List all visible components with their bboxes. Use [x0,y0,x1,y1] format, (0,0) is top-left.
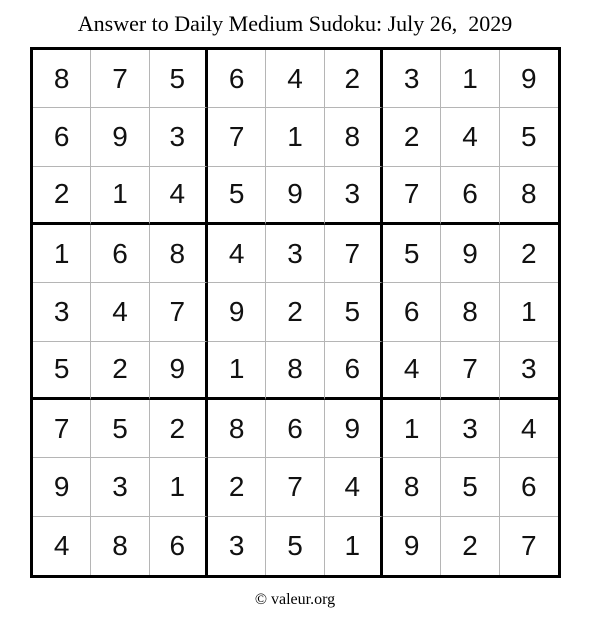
sudoku-cell-r2-c7: 2 [383,108,441,166]
sudoku-cell-r7-c3: 2 [150,400,208,458]
sudoku-cell-r4-c1: 1 [33,225,91,283]
sudoku-cell-r7-c5: 6 [266,400,324,458]
sudoku-cell-r6-c8: 7 [441,342,499,400]
sudoku-cell-r5-c8: 8 [441,283,499,341]
sudoku-cell-r9-c8: 2 [441,517,499,575]
sudoku-cell-r7-c1: 7 [33,400,91,458]
sudoku-cell-r2-c8: 4 [441,108,499,166]
sudoku-cell-r8-c5: 7 [266,458,324,516]
sudoku-cell-r8-c1: 9 [33,458,91,516]
sudoku-cell-r1-c7: 3 [383,50,441,108]
sudoku-cell-r3-c7: 7 [383,167,441,225]
sudoku-cell-r9-c3: 6 [150,517,208,575]
sudoku-cell-r7-c7: 1 [383,400,441,458]
sudoku-cell-r1-c5: 4 [266,50,324,108]
sudoku-cell-r3-c1: 2 [33,167,91,225]
sudoku-cell-r4-c5: 3 [266,225,324,283]
sudoku-cell-r9-c2: 8 [91,517,149,575]
sudoku-cell-r5-c1: 3 [33,283,91,341]
sudoku-cell-r8-c6: 4 [325,458,383,516]
sudoku-cell-r4-c8: 9 [441,225,499,283]
sudoku-cell-r5-c5: 2 [266,283,324,341]
sudoku-cell-r2-c4: 7 [208,108,266,166]
sudoku-cell-r6-c7: 4 [383,342,441,400]
sudoku-cell-r3-c2: 1 [91,167,149,225]
sudoku-cell-r9-c1: 4 [33,517,91,575]
sudoku-cell-r8-c3: 1 [150,458,208,516]
sudoku-cell-r7-c2: 5 [91,400,149,458]
sudoku-cell-r5-c4: 9 [208,283,266,341]
sudoku-cell-r7-c8: 3 [441,400,499,458]
sudoku-cell-r9-c4: 3 [208,517,266,575]
sudoku-cell-r2-c6: 8 [325,108,383,166]
sudoku-cell-r1-c8: 1 [441,50,499,108]
sudoku-cell-r4-c2: 6 [91,225,149,283]
sudoku-cell-r9-c6: 1 [325,517,383,575]
sudoku-cell-r2-c9: 5 [500,108,558,166]
sudoku-cell-r5-c6: 5 [325,283,383,341]
sudoku-cell-r2-c3: 3 [150,108,208,166]
sudoku-cell-r8-c2: 3 [91,458,149,516]
sudoku-cell-r1-c4: 6 [208,50,266,108]
sudoku-cell-r8-c4: 2 [208,458,266,516]
sudoku-cell-r3-c4: 5 [208,167,266,225]
sudoku-cell-r6-c6: 6 [325,342,383,400]
page-title: Answer to Daily Medium Sudoku: July 26, 2029 [77,11,513,36]
sudoku-cell-r8-c9: 6 [500,458,558,516]
sudoku-cell-r6-c5: 8 [266,342,324,400]
sudoku-cell-r9-c5: 5 [266,517,324,575]
sudoku-cell-r3-c3: 4 [150,167,208,225]
sudoku-cell-r3-c9: 8 [500,167,558,225]
sudoku-cell-r6-c3: 9 [150,342,208,400]
sudoku-cell-r1-c2: 7 [91,50,149,108]
sudoku-cell-r6-c9: 3 [500,342,558,400]
sudoku-cell-r4-c6: 7 [325,225,383,283]
sudoku-cell-r9-c9: 7 [521,529,537,561]
sudoku-cell-r7-c4: 8 [208,400,266,458]
sudoku-cell-r6-c1: 5 [33,342,91,400]
sudoku-cell-r8-c7: 8 [383,458,441,516]
copyright-footer: © valeur.org [254,591,336,608]
sudoku-cell-r1-c1: 8 [33,50,91,108]
sudoku-cell-r9-c7: 9 [383,517,441,575]
sudoku-cell-r4-c3: 8 [150,225,208,283]
sudoku-cell-r1-c6: 2 [325,50,383,108]
sudoku-cell-r6-c4: 1 [208,342,266,400]
sudoku-cell-r8-c8: 5 [441,458,499,516]
sudoku-cell-r5-c3: 7 [150,283,208,341]
sudoku-cell-r1-c3: 5 [150,50,208,108]
sudoku-cell-r5-c7: 6 [383,283,441,341]
sudoku-cell-r2-c2: 9 [91,108,149,166]
sudoku-cell-r6-c2: 2 [91,342,149,400]
sudoku-cell-r4-c4: 4 [208,225,266,283]
sudoku-cell-r5-c9: 1 [500,283,558,341]
sudoku-cell-r4-c7: 5 [383,225,441,283]
sudoku-cell-r3-c6: 3 [325,167,383,225]
sudoku-cell-r3-c5: 9 [266,167,324,225]
sudoku-cell-r2-c5: 1 [266,108,324,166]
sudoku-cell-r1-c9: 9 [500,50,558,108]
sudoku-board [30,47,561,578]
sudoku-cell-r7-c6: 9 [325,400,383,458]
sudoku-cell-r3-c8: 6 [441,167,499,225]
sudoku-cell-r2-c1: 6 [33,108,91,166]
sudoku-cell-r7-c9: 4 [500,400,558,458]
sudoku-cell-r4-c9: 2 [500,225,558,283]
sudoku-cell-r5-c2: 4 [91,283,149,341]
